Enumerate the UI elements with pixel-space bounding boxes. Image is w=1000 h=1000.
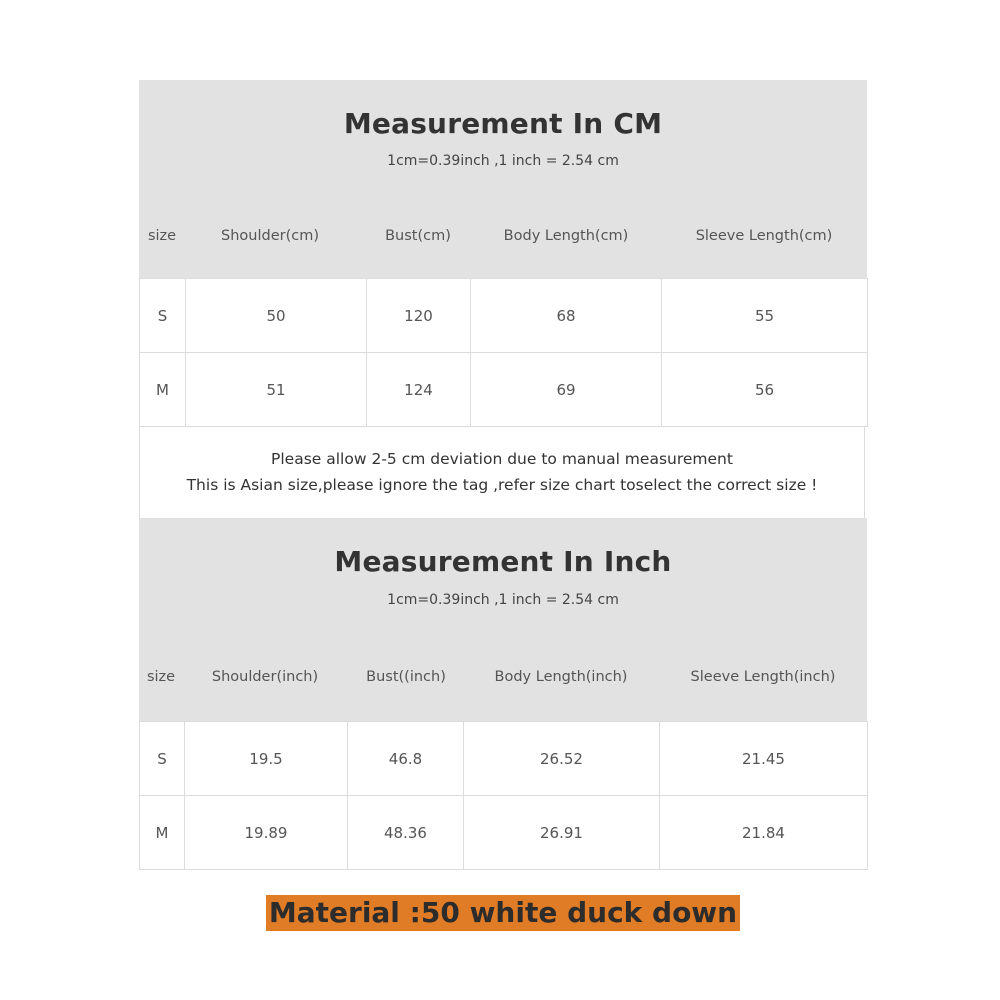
inch-cell-shoulder: 19.5 xyxy=(185,722,348,796)
cm-cell-bust: 120 xyxy=(367,279,471,353)
inch-cell-bust: 48.36 xyxy=(348,796,464,870)
measurement-notes xyxy=(139,426,865,518)
cm-header-sleeve-length: Sleeve Length(cm) xyxy=(695,228,833,244)
inch-chart-title: Measurement In Inch xyxy=(334,545,672,578)
cm-header-size: size xyxy=(147,228,177,244)
cm-conversion-note: 1cm=0.39inch ,1 inch = 2.54 cm xyxy=(387,153,619,169)
material-banner: Material :50 white duck down xyxy=(266,895,740,931)
cm-header-body-length: Body Length(cm) xyxy=(503,228,629,244)
inch-cell-size: M xyxy=(140,796,185,870)
table-row xyxy=(140,279,868,353)
inch-chart-header xyxy=(139,518,867,721)
cm-cell-sleeve-length: 55 xyxy=(662,279,868,353)
cm-cell-size: S xyxy=(140,279,186,353)
cm-cell-size: M xyxy=(140,353,186,427)
inch-cell-sleeve-length: 21.84 xyxy=(660,796,868,870)
cm-cell-sleeve-length: 56 xyxy=(662,353,868,427)
cm-size-table xyxy=(139,278,868,427)
cm-cell-body-length: 68 xyxy=(471,279,662,353)
cm-size-chart xyxy=(139,80,867,427)
inch-header-body-length: Body Length(inch) xyxy=(494,669,628,685)
inch-cell-shoulder: 19.89 xyxy=(185,796,348,870)
cm-cell-bust: 124 xyxy=(367,353,471,427)
cm-header-shoulder: Shoulder(cm) xyxy=(221,228,319,244)
cm-cell-shoulder: 51 xyxy=(186,353,367,427)
table-row xyxy=(140,353,868,427)
cm-cell-shoulder: 50 xyxy=(186,279,367,353)
inch-size-table xyxy=(139,721,868,870)
inch-cell-sleeve-length: 21.45 xyxy=(660,722,868,796)
table-row xyxy=(140,796,868,870)
cm-header-bust: Bust(cm) xyxy=(385,228,451,244)
inch-header-sleeve-length: Sleeve Length(inch) xyxy=(690,669,836,685)
inch-header-size: size xyxy=(146,669,176,685)
cm-chart-header xyxy=(139,80,867,278)
deviation-note: Please allow 2-5 cm deviation due to manual measurement xyxy=(271,450,733,468)
inch-cell-bust: 46.8 xyxy=(348,722,464,796)
cm-cell-body-length: 69 xyxy=(471,353,662,427)
inch-cell-size: S xyxy=(140,722,185,796)
inch-conversion-note: 1cm=0.39inch ,1 inch = 2.54 cm xyxy=(387,592,619,608)
cm-chart-title: Measurement In CM xyxy=(343,107,663,140)
inch-cell-body-length: 26.52 xyxy=(464,722,660,796)
inch-header-shoulder: Shoulder(inch) xyxy=(211,669,319,685)
inch-cell-body-length: 26.91 xyxy=(464,796,660,870)
inch-size-chart xyxy=(139,518,867,870)
asian-size-note: This is Asian size,please ignore the tag ,refer size chart toselect the correct size ! xyxy=(186,476,818,494)
inch-header-bust: Bust((inch) xyxy=(366,669,446,685)
table-row xyxy=(140,722,868,796)
